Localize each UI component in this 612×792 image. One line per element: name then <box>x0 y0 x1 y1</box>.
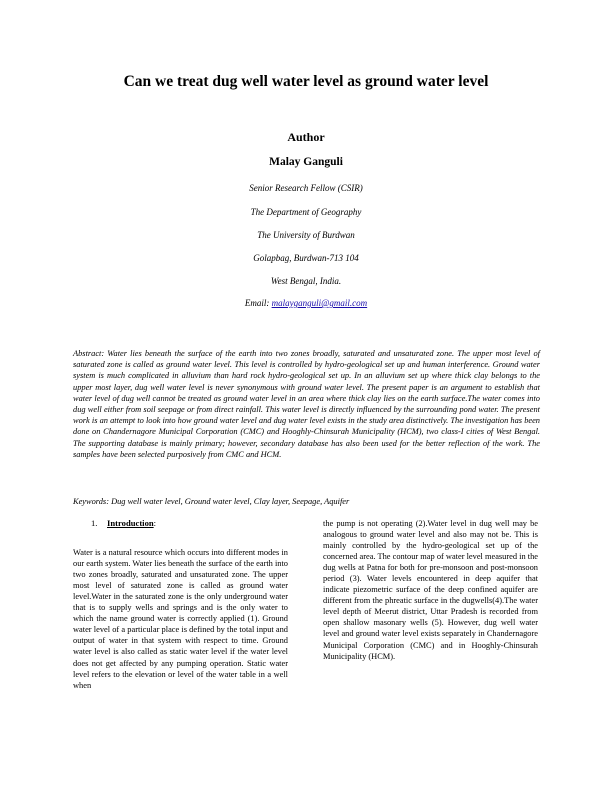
affiliation-state: West Bengal, India. <box>270 276 342 286</box>
affiliation-department: The Department of Geography <box>250 207 362 217</box>
affiliation-university: The University of Burdwan <box>257 230 355 240</box>
email-label: Email: <box>244 298 272 308</box>
author-heading: Author <box>287 130 325 144</box>
affiliation-address: Golapbag, Burdwan-713 104 <box>253 253 359 263</box>
affiliation-position: Senior Research Fellow (CSIR) <box>249 183 363 193</box>
author-email-line <box>0 298 612 308</box>
author-name: Malay Ganguli <box>269 156 343 168</box>
column-right <box>323 518 538 662</box>
abstract: Abstract: Water lies beneath the surface of the earth into two zones broadly, saturated and unsaturated zone. The upper most level of saturated zone is called as ground water level. This level is controlled by hydro-geological set up and human interference. Ground water system is much complicated in alluvium than hard rock hydro-geological set up. In an alluvium set up where thick clay belongs to the upper most layer, dug well water level is never synonymous with ground water level. The present paper is an argument to establish that water level of dug well cannot be treated as ground water level in an area where thick clay lies on the earth surface.The water comes into dug well either from soil seepage or from direct rainfall. This water level is directly influenced by the surrounding pond water. The present work is an attempt to look into how ground water level and dug water level exists in the study area distinctively. The investigation has been done on Chandernagore Municipal Corporation (CMC) and Hooghly-Chinsurah Municipality (HCM), two class-I cities of West Bengal. The supporting database is mainly primary; however, secondary database has also been used for the better reflection of the work. The samples have been selected purposively from CMC and HCM. <box>73 349 540 459</box>
body-paragraph-right: the pump is not operating (2).Water level in dug well may be analogous to ground water level and also may not be. This is mainly controlled by the hydro-geological set up of the concerned area. The contour map of water level measured in the dug wells at Patna for both for pre-monsoon and post-monsoon period (3). Water levels encountered in deep aquifer that indicate piezometric surface of the deep confined aquifer are different from the phreatic surface in the dugwells(4).The water level depth of Meerut district, Uttar Pradesh is recorded from open shallow masonary wells (5). However, dug well water level and ground water level exists separately in Chandernagore Municipal Corporation (CMC) and in Hooghly-Chinsurah Municipality (HCM). <box>323 519 538 661</box>
email-link[interactable]: malayganguli@gmail.com <box>271 298 368 308</box>
keywords: Keywords: Dug well water level, Ground water level, Clay layer, Seepage, Aquifer <box>73 497 350 506</box>
column-left <box>73 518 288 691</box>
section-colon: : <box>153 518 157 528</box>
paper-title: Can we treat dug well water level as ground water level <box>123 73 489 90</box>
section-title: Introduction <box>107 518 154 528</box>
body-paragraph-left: Water is a natural resource which occurs into different modes in our earth system. Water lies beneath the surface of the earth into two zones broadly, saturated and unsaturated zone. The upper most level of saturated zone is called as ground water level.Water in the saturated zone is the only underground water that is to supply wells and springs and is the only water to which the name ground water is correctly applied (1). Ground water level of a particular place is defined by the total input and output of water in that system with respect to time. Ground water level is also called as static water level if the water level does not get affected by any pumping operation. Static water level refers to the elevation or level of the water table in a well when <box>73 548 288 690</box>
section-heading <box>91 518 288 529</box>
section-number: 1. <box>91 518 98 528</box>
